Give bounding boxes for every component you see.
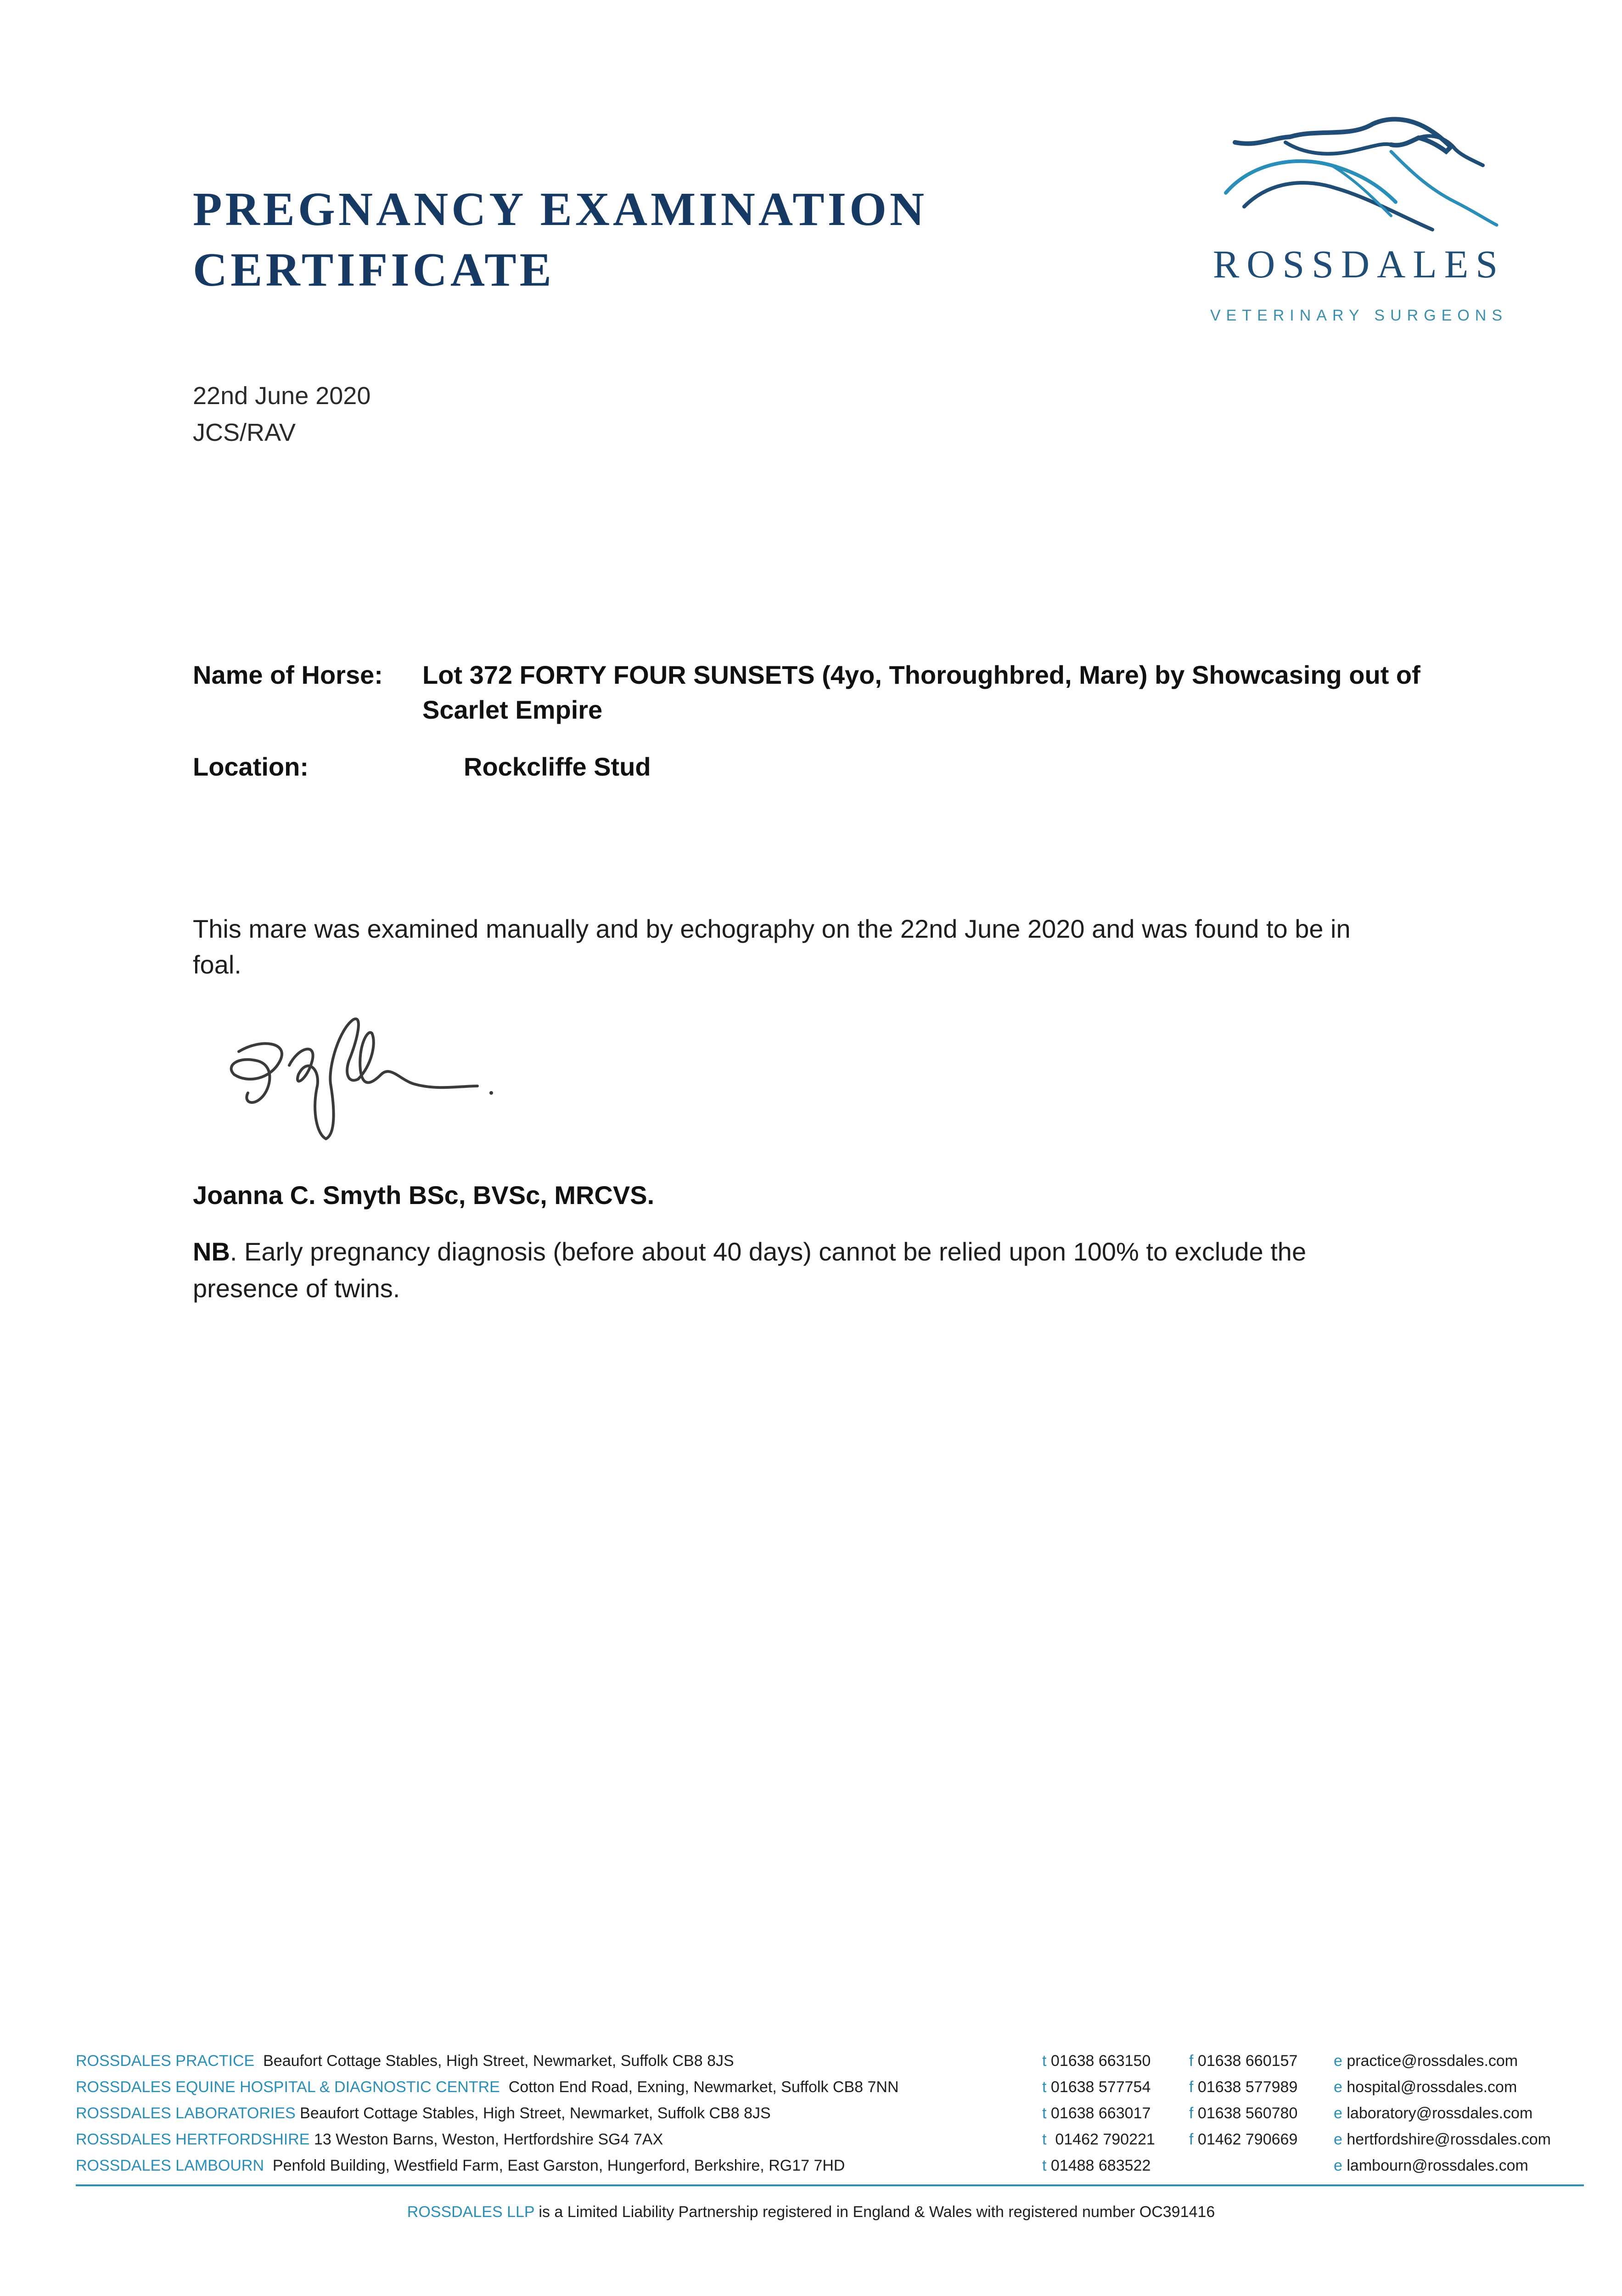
footer-org: ROSSDALES LABORATORIES — [76, 2105, 296, 2122]
horse-name-label: Name of Horse: — [193, 660, 383, 689]
fax-prefix: f — [1189, 2105, 1194, 2122]
footer-email-lambourn[interactable] — [1334, 2156, 1528, 2175]
footer-org: ROSSDALES HERTFORDSHIRE — [76, 2131, 310, 2148]
statement-line-1: This mare was examined manually and by echography on the 22nd June 2020 and was found to be in — [193, 914, 1351, 943]
location-label: Location: — [193, 752, 309, 781]
footer-address: Beaufort Cottage Stables, High Street, Newmarket, Suffolk CB8 8JS — [300, 2105, 771, 2122]
footer-email-hospital[interactable] — [1334, 2078, 1517, 2096]
fax-prefix: f — [1189, 2131, 1194, 2148]
footer-address: Beaufort Cottage Stables, High Street, Newmarket, Suffolk CB8 8JS — [263, 2052, 734, 2070]
nb-line-2: presence of twins. — [193, 1274, 400, 1303]
title-line-2: CERTIFICATE — [193, 243, 555, 296]
footer-address: Penfold Building, Westfield Farm, East Garston, Hungerford, Berkshire, RG17 7HD — [272, 2157, 845, 2174]
footer-email[interactable]: practice@rossdales.com — [1347, 2052, 1518, 2070]
email-prefix: e — [1334, 2105, 1342, 2122]
footer-email[interactable]: hospital@rossdales.com — [1347, 2078, 1517, 2096]
footer-contacts-hertfordshire — [1042, 2130, 1155, 2149]
footer-fax: 01638 577989 — [1197, 2078, 1298, 2096]
footer-contacts-lambourn — [1042, 2156, 1151, 2175]
rossdales-horse-logo — [1217, 110, 1501, 248]
footer-entry-lambourn — [76, 2156, 845, 2175]
footer-fax-hertfordshire — [1189, 2130, 1297, 2149]
footer-contacts-laboratories — [1042, 2104, 1151, 2122]
signatory-name: Joanna C. Smyth BSc, BVSc, MRCVS. — [193, 1181, 655, 1210]
footer-org: ROSSDALES LAMBOURN — [76, 2157, 264, 2174]
nb-line-1: . Early pregnancy diagnosis (before about 40 days) cannot be relied upon 100% to exclude the — [230, 1237, 1307, 1266]
title-line-1: PREGNANCY EXAMINATION — [193, 183, 928, 236]
footer-email-hertfordshire[interactable] — [1334, 2130, 1551, 2149]
tel-prefix: t — [1042, 2157, 1047, 2174]
horse-name-value — [422, 658, 1478, 727]
nb-label: NB — [193, 1237, 230, 1266]
footer-tel: 01638 663150 — [1050, 2052, 1151, 2070]
footer-entry-practice — [76, 2052, 734, 2070]
horse-name-line-2: Scarlet Empire — [422, 695, 603, 724]
document-reference: JCS/RAV — [193, 419, 296, 446]
footer-email[interactable]: laboratory@rossdales.com — [1347, 2105, 1533, 2122]
footer-fax-practice — [1189, 2052, 1297, 2070]
horse-name-line-1: Lot 372 FORTY FOUR SUNSETS (4yo, Thoroughbred, Mare) by Showcasing out of — [422, 660, 1420, 689]
document-date: 22nd June 2020 — [193, 382, 371, 410]
legal-org: ROSSDALES LLP — [407, 2203, 534, 2221]
email-prefix: e — [1334, 2078, 1342, 2096]
footer-fax: 01638 660157 — [1197, 2052, 1298, 2070]
footer-tel: 01638 577754 — [1050, 2078, 1151, 2096]
footer-divider — [76, 2184, 1584, 2186]
footer-fax-laboratories — [1189, 2104, 1297, 2122]
footer-tel: 01488 683522 — [1050, 2157, 1151, 2174]
fax-prefix: f — [1189, 2078, 1194, 2096]
footer-email[interactable]: hertfordshire@rossdales.com — [1347, 2131, 1551, 2148]
email-prefix: e — [1334, 2131, 1342, 2148]
tel-prefix: t — [1042, 2131, 1047, 2148]
footer-entry-hertfordshire — [76, 2130, 663, 2149]
tel-prefix: t — [1042, 2052, 1047, 2070]
document-meta — [193, 377, 370, 451]
footer-fax-hospital — [1189, 2078, 1297, 2096]
location-value: Rockcliffe Stud — [464, 752, 651, 781]
handwritten-signature — [220, 1001, 514, 1157]
brand-tagline: VETERINARY SURGEONS — [1210, 307, 1508, 324]
certificate-title — [193, 179, 927, 300]
footer-org: ROSSDALES EQUINE HOSPITAL & DIAGNOSTIC CENTRE — [76, 2078, 500, 2096]
fax-prefix: f — [1189, 2052, 1194, 2070]
footer-fax: 01638 560780 — [1197, 2105, 1298, 2122]
brand-name: ROSSDALES — [1212, 242, 1505, 286]
footer-email-practice[interactable] — [1334, 2052, 1518, 2070]
legal-text: is a Limited Liability Partnership registered in England & Wales with registered number OC391416 — [539, 2203, 1215, 2221]
tel-prefix: t — [1042, 2078, 1047, 2096]
footer-tel: 01462 790221 — [1055, 2131, 1155, 2148]
footer-address: Cotton End Road, Exning, Newmarket, Suffolk CB8 7NN — [508, 2078, 899, 2096]
nb-note — [193, 1233, 1386, 1307]
footer-email[interactable]: lambourn@rossdales.com — [1347, 2157, 1528, 2174]
footer-contacts-hospital — [1042, 2078, 1151, 2096]
footer-entry-laboratories — [76, 2104, 771, 2122]
tel-prefix: t — [1042, 2105, 1047, 2122]
footer-fax: 01462 790669 — [1197, 2131, 1298, 2148]
legal-notice — [0, 2203, 1622, 2221]
footer-entry-hospital — [76, 2078, 899, 2096]
email-prefix: e — [1334, 2052, 1342, 2070]
footer-email-laboratories[interactable] — [1334, 2104, 1532, 2122]
footer-org: ROSSDALES PRACTICE — [76, 2052, 255, 2070]
footer-contacts-practice — [1042, 2052, 1151, 2070]
statement-line-2: foal. — [193, 950, 241, 979]
email-prefix: e — [1334, 2157, 1342, 2174]
footer-address: 13 Weston Barns, Weston, Hertfordshire SG4 7AX — [314, 2131, 663, 2148]
examination-statement — [193, 911, 1432, 983]
footer-tel: 01638 663017 — [1050, 2105, 1151, 2122]
